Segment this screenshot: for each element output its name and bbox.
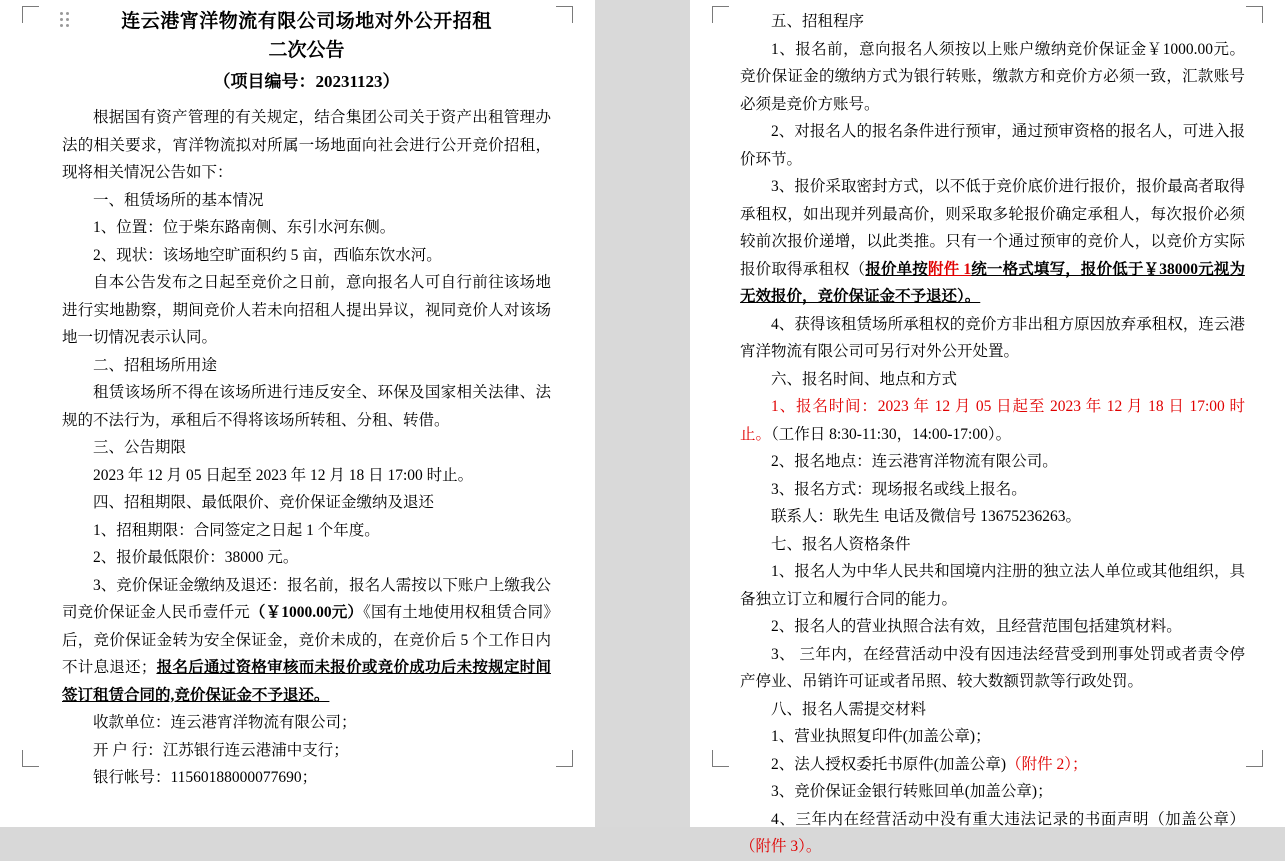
- account-line: 银行帐号：11560188000077690；: [93, 769, 318, 786]
- section-8-item-3: 3、竞价保证金银行转账回单(加盖公章)；: [771, 783, 1053, 800]
- section-5-item-3-emphasis: 报价单按: [865, 260, 928, 278]
- section-5-item-2: 2、对报名人的报名条件进行预审，通过预审资格的报名人，可进入报价环节。: [740, 123, 1245, 168]
- section-6-heading: 六、报名时间、地点和方式: [771, 370, 958, 388]
- page-corner-mark-top-right: [556, 6, 573, 23]
- project-number: （项目编号：20231123）: [213, 72, 400, 91]
- document-page-2: [690, 0, 1285, 855]
- page2-corner-mark-top-left: [712, 6, 729, 23]
- page2-corner-mark-top-right: [1246, 6, 1263, 23]
- section-6-item-2: 2、报名地点：连云港宵洋物流有限公司。: [771, 453, 1058, 470]
- section-8-heading: 八、报名人需提交材料: [771, 700, 927, 718]
- section-4-item-3: [62, 572, 551, 710]
- registration-period-hours: （工作日 8:30-11:30，14:00-17:00）。: [771, 425, 1012, 443]
- section-5-item-1: 1、报名前，意向报名人须按以上账户缴纳竞价保证金￥1000.00元。竞价保证金的缴纳方式为银行转账，缴款方和竞价方必须一致，汇款账号必须是竞价方账号。: [740, 40, 1245, 113]
- document-title-line1: 连云港宵洋物流有限公司场地对外公开招租: [121, 11, 492, 32]
- drag-handle-icon[interactable]: [60, 12, 74, 28]
- section-7-heading: 七、报名人资格条件: [771, 535, 911, 553]
- section-1-heading: 一、租赁场所的基本情况: [93, 191, 264, 209]
- section-7-item-2: 2、报名人的营业执照合法有效，且经营范围包括建筑材料。: [771, 618, 1182, 635]
- section-4-item-3-part-a: 3、竞价保证金缴纳及退还：报名前，报名人需按以下账户上缴我公司竞价保证金人民币壹仟元: [62, 576, 551, 621]
- document-page-1: [0, 0, 595, 827]
- section-8-item-1: 1、营业执照复印件(加盖公章)；: [771, 728, 991, 745]
- section-6-item-1: [740, 393, 1245, 448]
- section-5-item-3: [740, 173, 1245, 311]
- page-gutter: [595, 0, 690, 827]
- page2-corner-mark-bottom-right: [1246, 750, 1263, 767]
- section-4-item-1: 1、招租期限：合同签定之日起 1 个年度。: [93, 521, 380, 539]
- section-4-item-3-part-c: ，竞价保证金转为安全保证金，竞价未成的，在竞价后 5 个工作日内不计息退还；: [62, 631, 551, 676]
- document-title-line2: 二次公告: [268, 40, 345, 61]
- section-8-item-2: [740, 751, 1245, 779]
- section-7-item-3: 3、 三年内，在经营活动中没有因违法经营受到刑事处罚或者责令停产停业、吊销许可证或者吊照、较大数额罚款等行政处罚。: [740, 645, 1245, 690]
- bank-line: 开 户 行：江苏银行连云港浦中支行；: [93, 741, 349, 759]
- section-4-item-3-mid: 《国有土地使用权租赁合同》后: [62, 604, 551, 649]
- section-5-item-3-part-a: 3、报价采取密封方式，以不低于竞价底价进行报价，报价最高者取得承租权，如出现并列最高价，则采取多轮报价确定承租人，每次报价必须较前次报价递增，以此类推。只有一个通过预审的竞价人，以竞价方实际报价取得承租权（: [740, 178, 1245, 278]
- section-7-item-1: 1、报名人为中华人民共和国境内注册的独立法人单位或其他组织，具备独立订立和履行合同的能力。: [740, 563, 1245, 608]
- registration-period: 1、报名时间：2023 年 12 月 05 日起至 2023 年 12 月 18 日 17:00 时止。: [740, 398, 1245, 443]
- section-5-item-4: 4、获得该租赁场所承租权的竞价方非出租方原因放弃承租权，连云港宵洋物流有限公司可另行对外公开处置。: [740, 315, 1245, 360]
- section-1-note: 自本公告发布之日起至竞价之日前，意向报名人可自行前往该场地进行实地勘察，期间竞价人若未向招租人提出异议，视同竞价人对该场地一切情况表示认同。: [62, 274, 551, 346]
- attachment-3-reference: （附件 3）。: [740, 838, 822, 855]
- page-corner-mark-top-left: [22, 6, 39, 23]
- intro-paragraph: 根据国有资产管理的有关规定，结合集团公司关于资产出租管理办法的相关要求，宵洋物流拟对所属一场地面向社会进行公开竞价招租，现将相关情况公告如下：: [62, 109, 551, 181]
- section-5-item-3-emphasis-2: 统一格式填写，报价低于￥38000元视为无效报价，竞价保证金不予退还）。: [740, 260, 1245, 305]
- section-2-heading: 二、招租场所用途: [93, 356, 218, 374]
- section-3-body: 2023 年 12 月 05 日起至 2023 年 12 月 18 日 17:00 时止。: [93, 466, 474, 484]
- section-1-item-2: 2、现状：该场地空旷面积约 5 亩，西临东饮水河。: [93, 246, 442, 264]
- section-2-body: 租赁该场所不得在该场所进行违反安全、环保及国家相关法律、法规的不法行为，承租后不得将该场所转租、分租、转借。: [62, 384, 551, 429]
- section-8-item-4-text: 4、三年内在经营活动中没有重大违法记录的书面声明（加盖公章）: [771, 810, 1245, 828]
- page-corner-mark-bottom-left: [22, 750, 39, 767]
- section-6-item-3: 3、报名方式：现场报名或线上报名。: [771, 480, 1027, 498]
- section-4-item-3-emphasis: 报名后通过资格审核而未报价或竞价成功后未按规定时间签订租赁合同的,竞价保证金不予退还。: [62, 659, 551, 704]
- attachment-1-reference: 附件 1: [927, 260, 972, 278]
- page-corner-mark-bottom-right: [556, 750, 573, 767]
- contact-line: 联系人：耿先生 电话及微信号 13675236263。: [771, 508, 1082, 525]
- attachment-2-reference: （附件 2）；: [1006, 755, 1088, 773]
- payee-line: 收款单位：连云港宵洋物流有限公司；: [93, 714, 357, 731]
- section-8-item-4: [740, 806, 1245, 861]
- page2-corner-mark-bottom-left: [712, 750, 729, 767]
- section-3-heading: 三、公告期限: [93, 439, 187, 456]
- section-5-heading: 五、招租程序: [771, 13, 865, 30]
- deposit-amount: （￥1000.00元）: [249, 604, 364, 621]
- section-4-item-2: 2、报价最低限价：38000 元。: [93, 549, 299, 566]
- section-1-item-1: 1、位置：位于柴东路南侧、东引水河东侧。: [93, 219, 396, 236]
- section-8-item-2-text: 2、法人授权委托书原件(加盖公章): [771, 755, 1007, 773]
- section-4-heading: 四、招租期限、最低限价、竞价保证金缴纳及退还: [93, 494, 435, 511]
